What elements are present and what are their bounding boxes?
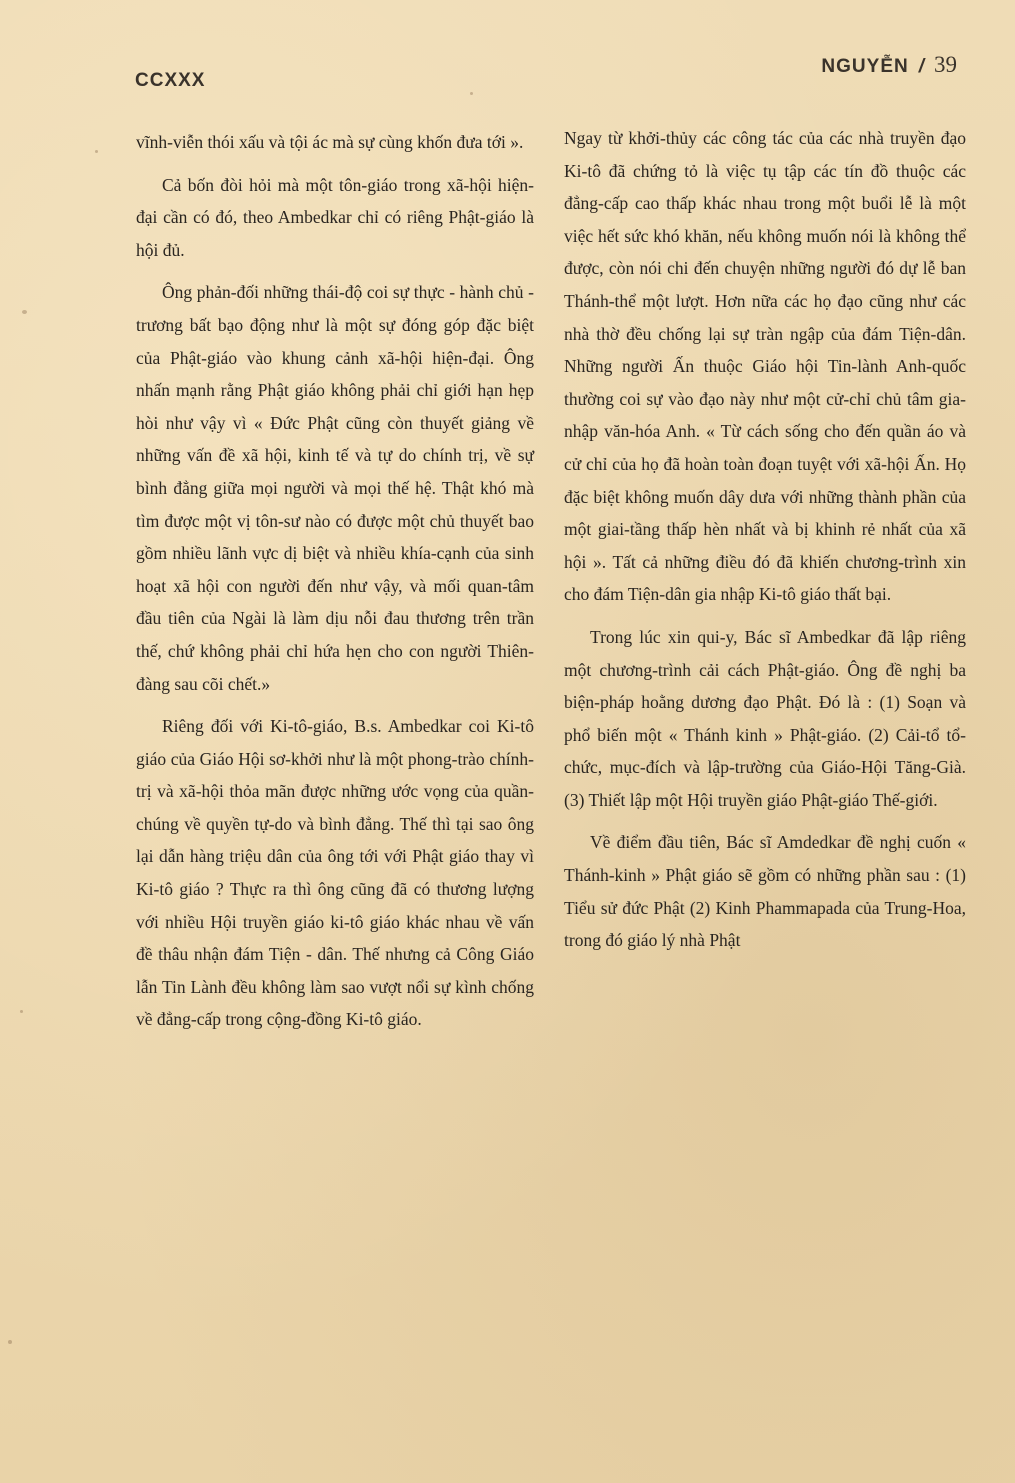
paragraph: vĩnh-viễn thói xấu và tội ác mà sự cùng khốn đưa tới ». bbox=[136, 132, 524, 152]
left-column bbox=[136, 126, 534, 1046]
ink-speck bbox=[470, 92, 473, 95]
header-separator: / bbox=[918, 56, 924, 77]
paragraph: Cả bốn đòi hỏi mà một tôn-giáo trong xã-hội hiện-đại cần có đó, theo Ambedkar chỉ có riêng Phật-giáo là hội đủ. bbox=[136, 174, 534, 260]
paragraph: Riêng đối với Ki-tô-giáo, B.s. Ambedkar coi Ki-tô giáo của Giáo Hội sơ-khởi như là một phong-trào chính-trị và xã-hội thỏa mãn được những ước vọng của quần-chúng về quyền tự-do và bình đẳng. Thế thì tại sao ông lại dẫn hàng triệu dân của ông tới với Phật giáo thay vì Ki-tô giáo ? Thực ra thì ông cũng đã có thương lượng với nhiều Hội truyền giáo ki-tô giáo khác nhau về vấn đề thâu nhận đám Tiện - dân. Thế nhưng cả Công Giáo lẫn Tin Lành đều không làm sao vượt nổi sự kình chống về đẳng-cấp trong cộng-đồng Ki-tô giáo. bbox=[136, 716, 534, 1030]
ink-speck bbox=[95, 150, 98, 153]
ink-speck bbox=[22, 310, 27, 314]
right-column bbox=[564, 122, 966, 967]
running-header bbox=[821, 52, 957, 78]
ink-speck bbox=[8, 1340, 12, 1344]
page-number: 39 bbox=[934, 52, 957, 77]
paragraph: Trong lúc xin qui-y, Bác sĩ Ambedkar đã lập riêng một chương-trình cải cách Phật-giáo. Ông đề nghị ba biện-pháp hoằng dương đạo Phật. Đó là : (1) Soạn và phổ biến một « Thánh kinh » Phật-giáo. (2) Cải-tổ tổ-chức, mục-đích và lập-trường của Giáo-Hội Tăng-Già. (3) Thiết lập một Hội truyền giáo Phật-giáo Thế-giới. bbox=[564, 626, 966, 810]
paragraph: Ngay từ khởi-thủy các công tác của các nhà truyền đạo Ki-tô đã chứng tỏ là việc tụ tập các tín đồ thuộc các đẳng-cấp cao thấp khác nhau trong một buổi lễ là một việc hết sức khó khăn, nếu không muốn nói là không thể được, còn nói chi đến chuyện những người đó dự lễ ban Thánh-thể một lượt. Hơn nữa các họ đạo cũng như các nhà thờ đều chống lại sự tràn ngập của đám Tiện-dân. Những người Ấn thuộc Giáo hội Tin-lành Anh-quốc thường coi sự vào đạo này như một cử-chỉ chủ tâm gia-nhập văn-hóa Anh. « Từ cách sống cho đến quần áo và cử chỉ của họ đã hoàn toàn đoạn tuyệt với xã-hội Ấn. Họ đặc biệt không muốn dây dưa với những thành phần của một giai-tầng thấp hèn nhất và bị khinh rẻ nhất của xã hội ». Tất cả những điều đó đã khiến chương-trình xin cho đám Tiện-dân gia nhập Ki-tô giáo thất bại. bbox=[564, 128, 966, 605]
running-title: NGUYỄN bbox=[821, 56, 909, 77]
paragraph: Ông phản-đối những thái-độ coi sự thực - hành chủ - trương bất bạo động như là một sự đóng góp đặc biệt của Phật-giáo vào khung cảnh xã-hội hiện-đại. Ông nhấn mạnh rằng Phật giáo không phải chỉ giới hạn hẹp hòi như vậy vì « Đức Phật cũng còn thuyết giảng về những vấn đề xã hội, kinh tế và tự do chính trị, về sự bình đẳng giữa mọi người và mọi thế hệ. Thật khó mà tìm được một vị tôn-sư nào có được một chủ thuyết bao gồm nhiều lãnh vực dị biệt và nhiều khía-cạnh của sinh hoạt xã hội con người đến như vậy, và mối quan-tâm đầu tiên của Ngài là làm dịu nỗi đau thương trên trần thế, chứ không phải chỉ hứa hẹn cho con người Thiên-đàng sau cõi chết.» bbox=[136, 282, 534, 694]
section-label: CCXXX bbox=[135, 70, 206, 91]
paragraph: Về điểm đầu tiên, Bác sĩ Amdedkar đề nghị cuốn « Thánh-kinh » Phật giáo sẽ gồm có những phần sau : (1) Tiểu sử đức Phật (2) Kinh Phammapada của Trung-Hoa, trong đó giáo lý nhà Phật bbox=[564, 832, 966, 951]
ink-speck bbox=[20, 1010, 23, 1013]
